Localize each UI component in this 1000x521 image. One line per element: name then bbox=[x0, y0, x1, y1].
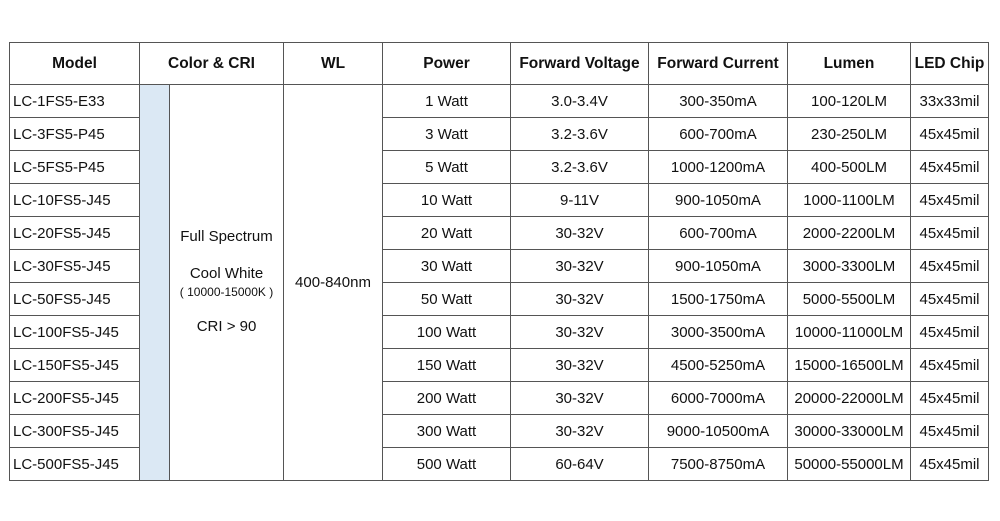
cell-forward-current: 4500-5250mA bbox=[649, 349, 788, 382]
cell-power: 200 Watt bbox=[383, 382, 511, 415]
cell-led-chip: 45x45mil bbox=[911, 415, 989, 448]
cell-lumen: 100-120LM bbox=[788, 85, 911, 118]
cell-power: 1 Watt bbox=[383, 85, 511, 118]
cell-led-chip: 45x45mil bbox=[911, 184, 989, 217]
cell-forward-current: 7500-8750mA bbox=[649, 448, 788, 481]
cell-led-chip: 33x33mil bbox=[911, 85, 989, 118]
header-wl: WL bbox=[284, 43, 383, 85]
cell-forward-voltage: 30-32V bbox=[511, 283, 649, 316]
cell-led-chip: 45x45mil bbox=[911, 448, 989, 481]
cell-forward-voltage: 30-32V bbox=[511, 415, 649, 448]
cct-label: ( 10000-15000K ) bbox=[179, 285, 274, 300]
cell-power: 50 Watt bbox=[383, 283, 511, 316]
cell-forward-current: 1500-1750mA bbox=[649, 283, 788, 316]
cell-power: 150 Watt bbox=[383, 349, 511, 382]
cell-forward-current: 600-700mA bbox=[649, 217, 788, 250]
header-model: Model bbox=[10, 43, 140, 85]
cell-forward-current: 3000-3500mA bbox=[649, 316, 788, 349]
color-swatch bbox=[140, 85, 170, 481]
cell-model: LC-5FS5-P45 bbox=[10, 151, 140, 184]
cell-lumen: 30000-33000LM bbox=[788, 415, 911, 448]
cell-forward-current: 900-1050mA bbox=[649, 250, 788, 283]
cell-power: 5 Watt bbox=[383, 151, 511, 184]
cri-label: CRI > 90 bbox=[196, 318, 257, 336]
cell-power: 30 Watt bbox=[383, 250, 511, 283]
cell-model: LC-20FS5-J45 bbox=[10, 217, 140, 250]
cell-model: LC-1FS5-E33 bbox=[10, 85, 140, 118]
cell-model: LC-50FS5-J45 bbox=[10, 283, 140, 316]
cell-forward-voltage: 30-32V bbox=[511, 250, 649, 283]
header-led-chip: LED Chip bbox=[911, 43, 989, 85]
cell-led-chip: 45x45mil bbox=[911, 316, 989, 349]
cell-led-chip: 45x45mil bbox=[911, 349, 989, 382]
cell-lumen: 5000-5500LM bbox=[788, 283, 911, 316]
cell-forward-voltage: 30-32V bbox=[511, 382, 649, 415]
cell-lumen: 10000-11000LM bbox=[788, 316, 911, 349]
cell-led-chip: 45x45mil bbox=[911, 382, 989, 415]
cell-model: LC-500FS5-J45 bbox=[10, 448, 140, 481]
cell-forward-current: 6000-7000mA bbox=[649, 382, 788, 415]
cell-lumen: 50000-55000LM bbox=[788, 448, 911, 481]
cell-forward-current: 900-1050mA bbox=[649, 184, 788, 217]
cell-model: LC-10FS5-J45 bbox=[10, 184, 140, 217]
cell-forward-voltage: 3.2-3.6V bbox=[511, 118, 649, 151]
table-row bbox=[10, 85, 989, 118]
cell-forward-voltage: 3.2-3.6V bbox=[511, 151, 649, 184]
header-forward-voltage: Forward Voltage bbox=[511, 43, 649, 85]
cell-lumen: 2000-2200LM bbox=[788, 217, 911, 250]
cell-model: LC-200FS5-J45 bbox=[10, 382, 140, 415]
white-label: Cool White bbox=[189, 264, 264, 282]
cell-power: 300 Watt bbox=[383, 415, 511, 448]
cell-forward-current: 1000-1200mA bbox=[649, 151, 788, 184]
spectrum-label: Full Spectrum bbox=[180, 227, 273, 245]
cell-model: LC-300FS5-J45 bbox=[10, 415, 140, 448]
cell-lumen: 20000-22000LM bbox=[788, 382, 911, 415]
header-color-cri: Color & CRI bbox=[140, 43, 284, 85]
cell-power: 10 Watt bbox=[383, 184, 511, 217]
cell-model: LC-100FS5-J45 bbox=[10, 316, 140, 349]
cell-led-chip: 45x45mil bbox=[911, 151, 989, 184]
header-power: Power bbox=[383, 43, 511, 85]
table-header bbox=[10, 43, 989, 85]
cell-forward-current: 9000-10500mA bbox=[649, 415, 788, 448]
cell-forward-voltage: 30-32V bbox=[511, 217, 649, 250]
cell-led-chip: 45x45mil bbox=[911, 118, 989, 151]
cell-color-cri bbox=[170, 85, 284, 481]
cell-forward-current: 300-350mA bbox=[649, 85, 788, 118]
cell-lumen: 1000-1100LM bbox=[788, 184, 911, 217]
cell-led-chip: 45x45mil bbox=[911, 283, 989, 316]
header-forward-current: Forward Current bbox=[649, 43, 788, 85]
cell-power: 3 Watt bbox=[383, 118, 511, 151]
cell-power: 20 Watt bbox=[383, 217, 511, 250]
cell-forward-voltage: 3.0-3.4V bbox=[511, 85, 649, 118]
cell-forward-current: 600-700mA bbox=[649, 118, 788, 151]
cell-model: LC-3FS5-P45 bbox=[10, 118, 140, 151]
cell-lumen: 15000-16500LM bbox=[788, 349, 911, 382]
table-body bbox=[10, 85, 989, 481]
cell-led-chip: 45x45mil bbox=[911, 217, 989, 250]
cell-model: LC-30FS5-J45 bbox=[10, 250, 140, 283]
cell-lumen: 3000-3300LM bbox=[788, 250, 911, 283]
cell-lumen: 400-500LM bbox=[788, 151, 911, 184]
header-row bbox=[10, 43, 989, 85]
cell-lumen: 230-250LM bbox=[788, 118, 911, 151]
cell-power: 500 Watt bbox=[383, 448, 511, 481]
cell-led-chip: 45x45mil bbox=[911, 250, 989, 283]
cell-forward-voltage: 60-64V bbox=[511, 448, 649, 481]
cell-power: 100 Watt bbox=[383, 316, 511, 349]
cell-model: LC-150FS5-J45 bbox=[10, 349, 140, 382]
cell-forward-voltage: 30-32V bbox=[511, 316, 649, 349]
cell-forward-voltage: 9-11V bbox=[511, 184, 649, 217]
spec-table bbox=[9, 42, 989, 481]
cell-forward-voltage: 30-32V bbox=[511, 349, 649, 382]
header-lumen: Lumen bbox=[788, 43, 911, 85]
cell-wavelength: 400-840nm bbox=[284, 85, 383, 481]
